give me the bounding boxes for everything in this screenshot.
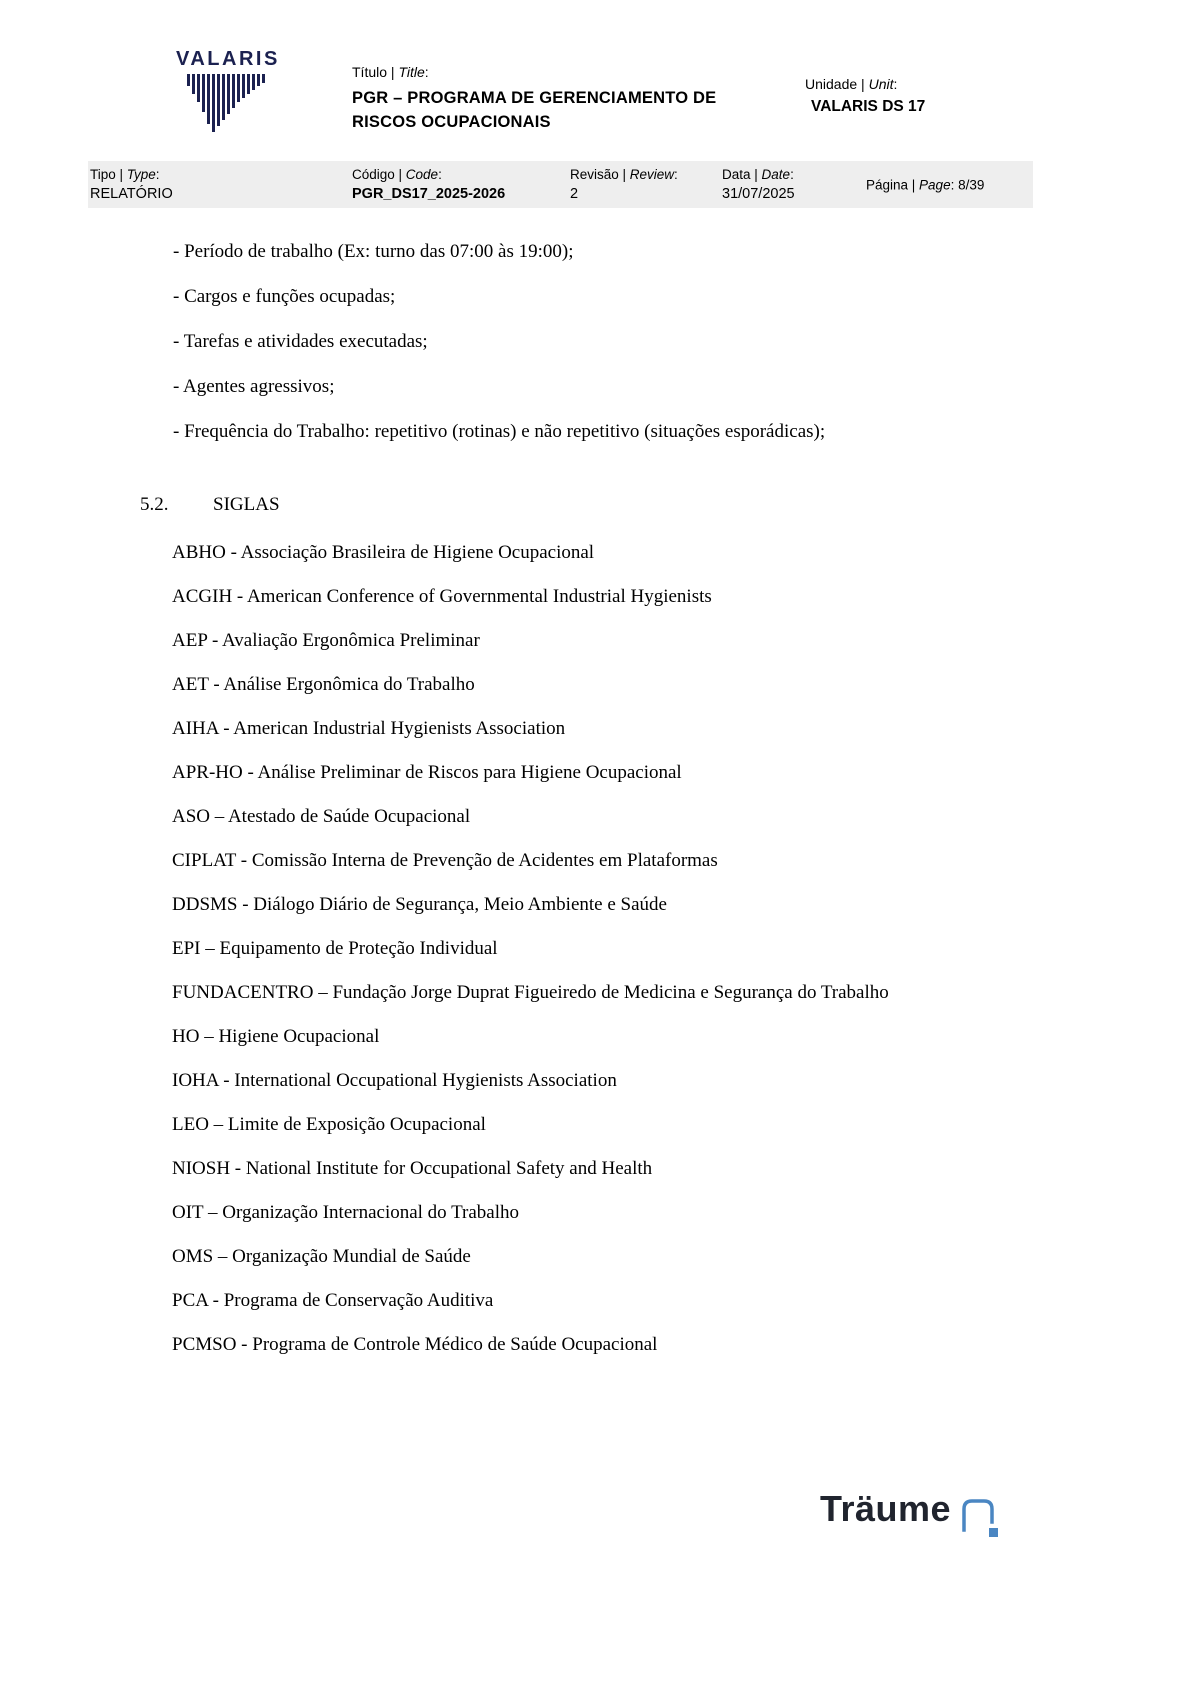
unit-value: VALARIS DS 17	[811, 98, 926, 115]
meta-page-value: 8/39	[958, 177, 985, 192]
document-title-line1: PGR – PROGRAMA DE GERENCIAMENTO DE	[352, 89, 717, 107]
title-label-pt: Título |	[352, 64, 399, 80]
list-item: - Frequência do Trabalho: repetitivo (rotinas) e não repetitivo (situações esporádicas);	[173, 421, 826, 442]
document-title-line2: RISCOS OCUPACIONAIS	[352, 113, 551, 131]
unit-label-pt: Unidade |	[805, 76, 869, 92]
list-item: - Agentes agressivos;	[173, 376, 335, 397]
list-item: - Cargos e funções ocupadas;	[173, 286, 396, 307]
title-label-en: Title	[398, 64, 425, 80]
traume-logo-icon	[955, 1492, 1001, 1540]
meta-page	[866, 177, 984, 192]
sigla-item: AEP - Avaliação Ergonômica Preliminar	[172, 630, 480, 651]
unit-label-en: Unit	[868, 76, 894, 92]
document-title	[352, 86, 716, 134]
sigla-item: OIT – Organização Internacional do Trabalho	[172, 1202, 520, 1223]
sigla-item: APR-HO - Análise Preliminar de Riscos para Higiene Ocupacional	[172, 762, 682, 783]
meta-code-label: Código | Code:	[352, 167, 442, 182]
meta-date-label: Data | Date:	[722, 167, 794, 182]
meta-page-label: Página | Page:	[866, 177, 955, 192]
section-heading	[140, 491, 1070, 519]
section-number: 5.2.	[140, 494, 169, 515]
sigla-item: PCMSO - Programa de Controle Médico de Saúde Ocupacional	[172, 1334, 658, 1355]
footer-brand	[820, 1486, 1001, 1540]
title-label	[352, 64, 716, 80]
title-label-colon: :	[424, 64, 429, 80]
meta-type-value: RELATÓRIO	[90, 186, 173, 202]
meta-type	[90, 165, 173, 204]
sigla-item: CIPLAT - Comissão Interna de Prevenção de Acidentes em Plataformas	[172, 850, 718, 871]
sigla-item: PCA - Programa de Conservação Auditiva	[172, 1290, 494, 1311]
unit-label	[805, 76, 925, 92]
valaris-logo-bars-icon	[176, 74, 276, 136]
unit-label-colon: :	[893, 76, 898, 92]
document-body	[140, 238, 1070, 1375]
sigla-item: NIOSH - National Institute for Occupational Safety and Health	[172, 1158, 653, 1179]
meta-revision	[570, 165, 678, 204]
meta-date	[722, 165, 795, 204]
meta-date-value: 31/07/2025	[722, 186, 795, 202]
list-item: - Tarefas e atividades executadas;	[173, 331, 428, 352]
meta-revision-label: Revisão | Review:	[570, 167, 678, 182]
sigla-item: ASO – Atestado de Saúde Ocupacional	[172, 806, 471, 827]
meta-code-value: PGR_DS17_2025-2026	[352, 186, 506, 202]
sigla-item: FUNDACENTRO – Fundação Jorge Duprat Figueiredo de Medicina e Segurança do Trabalho	[172, 982, 889, 1003]
list-item: - Período de trabalho (Ex: turno das 07:00 às 19:00);	[173, 241, 574, 262]
meta-revision-value: 2	[570, 186, 579, 202]
sigla-item: OMS – Organização Mundial de Saúde	[172, 1246, 471, 1267]
title-block	[352, 64, 716, 134]
sigla-item: AIHA - American Industrial Hygienists Association	[172, 718, 566, 739]
sigla-item: HO – Higiene Ocupacional	[172, 1026, 380, 1047]
traume-logo-text: Träume	[819, 1488, 951, 1529]
meta-type-label: Tipo | Type:	[90, 167, 160, 182]
meta-code	[352, 165, 505, 204]
sigla-item: EPI – Equipamento de Proteção Individual	[172, 938, 498, 959]
sigla-item: ABHO - Associação Brasileira de Higiene Ocupacional	[172, 542, 595, 563]
sigla-item: IOHA - International Occupational Hygienists Association	[172, 1070, 617, 1091]
sigla-item: DDSMS - Diálogo Diário de Segurança, Meio Ambiente e Saúde	[172, 894, 667, 915]
valaris-logo-text: VALARIS	[176, 48, 280, 70]
sigla-item: LEO – Limite de Exposição Ocupacional	[172, 1114, 486, 1135]
valaris-logo	[176, 48, 280, 136]
sigla-item: ACGIH - American Conference of Governmental Industrial Hygienists	[172, 586, 712, 607]
sigla-item: AET - Análise Ergonômica do Trabalho	[172, 674, 475, 695]
section-title: SIGLAS	[213, 494, 280, 515]
meta-band	[88, 161, 1033, 208]
unit-block	[805, 76, 925, 116]
